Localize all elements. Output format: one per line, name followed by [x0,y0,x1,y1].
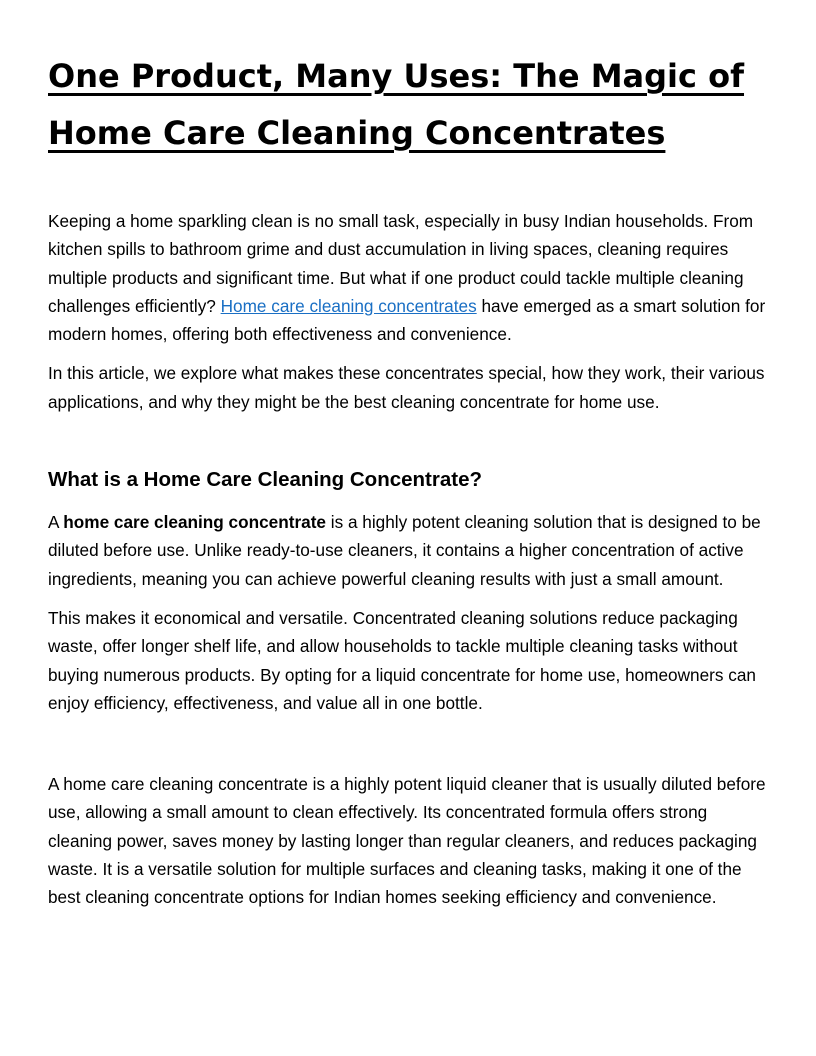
page-title: One Product, Many Uses: The Magic of Home Care Cleaning Concentrates [48,57,745,152]
definition-rest: is a highly potent cleaning solution that is designed to be diluted before use. Unlike ready-to-use cleaners, it contains a higher concentration of active ingredients, meaning you can achieve powerful cleaning results with just a small amount. [48,512,761,589]
article-overview-paragraph: In this article, we explore what makes these concentrates special, how they work, their various applications, and why they might be the best cleaning concentrate for home use. [48,363,765,412]
definition-paragraph [48,508,773,593]
summary-paragraph: A home care cleaning concentrate is a highly potent liquid cleaner that is usually diluted before use, allowing a small amount to clean effectively. Its concentrated formula offers strong cleaning power, saves money by lasting longer than regular cleaners, and reduces packaging waste. It is a versatile solution for multiple surfaces and cleaning tasks, making it one of the best cleaning concentrate options for Indian homes seeking efficiency and convenience. [48,774,766,908]
intro-text-before-link: Keeping a home sparkling clean is no small task, especially in busy Indian households. From kitchen spills to bathroom grime and dust accumulation in living spaces, cleaning requires multiple products and significant time. But what if one product could tackle multiple cleaning challenges efficiently? [48,211,754,316]
intro-paragraph [48,207,773,348]
home-care-concentrates-link[interactable]: Home care cleaning concentrates [220,295,477,316]
definition-bold-term: home care cleaning concentrate [63,512,326,533]
benefits-paragraph: This makes it economical and versatile. Concentrated cleaning solutions reduce packaging waste, offer longer shelf life, and allow households to tackle multiple cleaning tasks without buying numerous products. By opting for a liquid concentrate for home use, homeowners can enjoy efficiency, effectiveness, and value all in one bottle. [48,607,756,713]
section-heading: What is a Home Care Cleaning Concentrate? [48,468,483,492]
definition-prefix: A [48,512,64,533]
intro-text-after-link: have emerged as a smart solution for modern homes, offering both effectiveness and convenience. [48,295,766,345]
document-page [48,48,773,912]
